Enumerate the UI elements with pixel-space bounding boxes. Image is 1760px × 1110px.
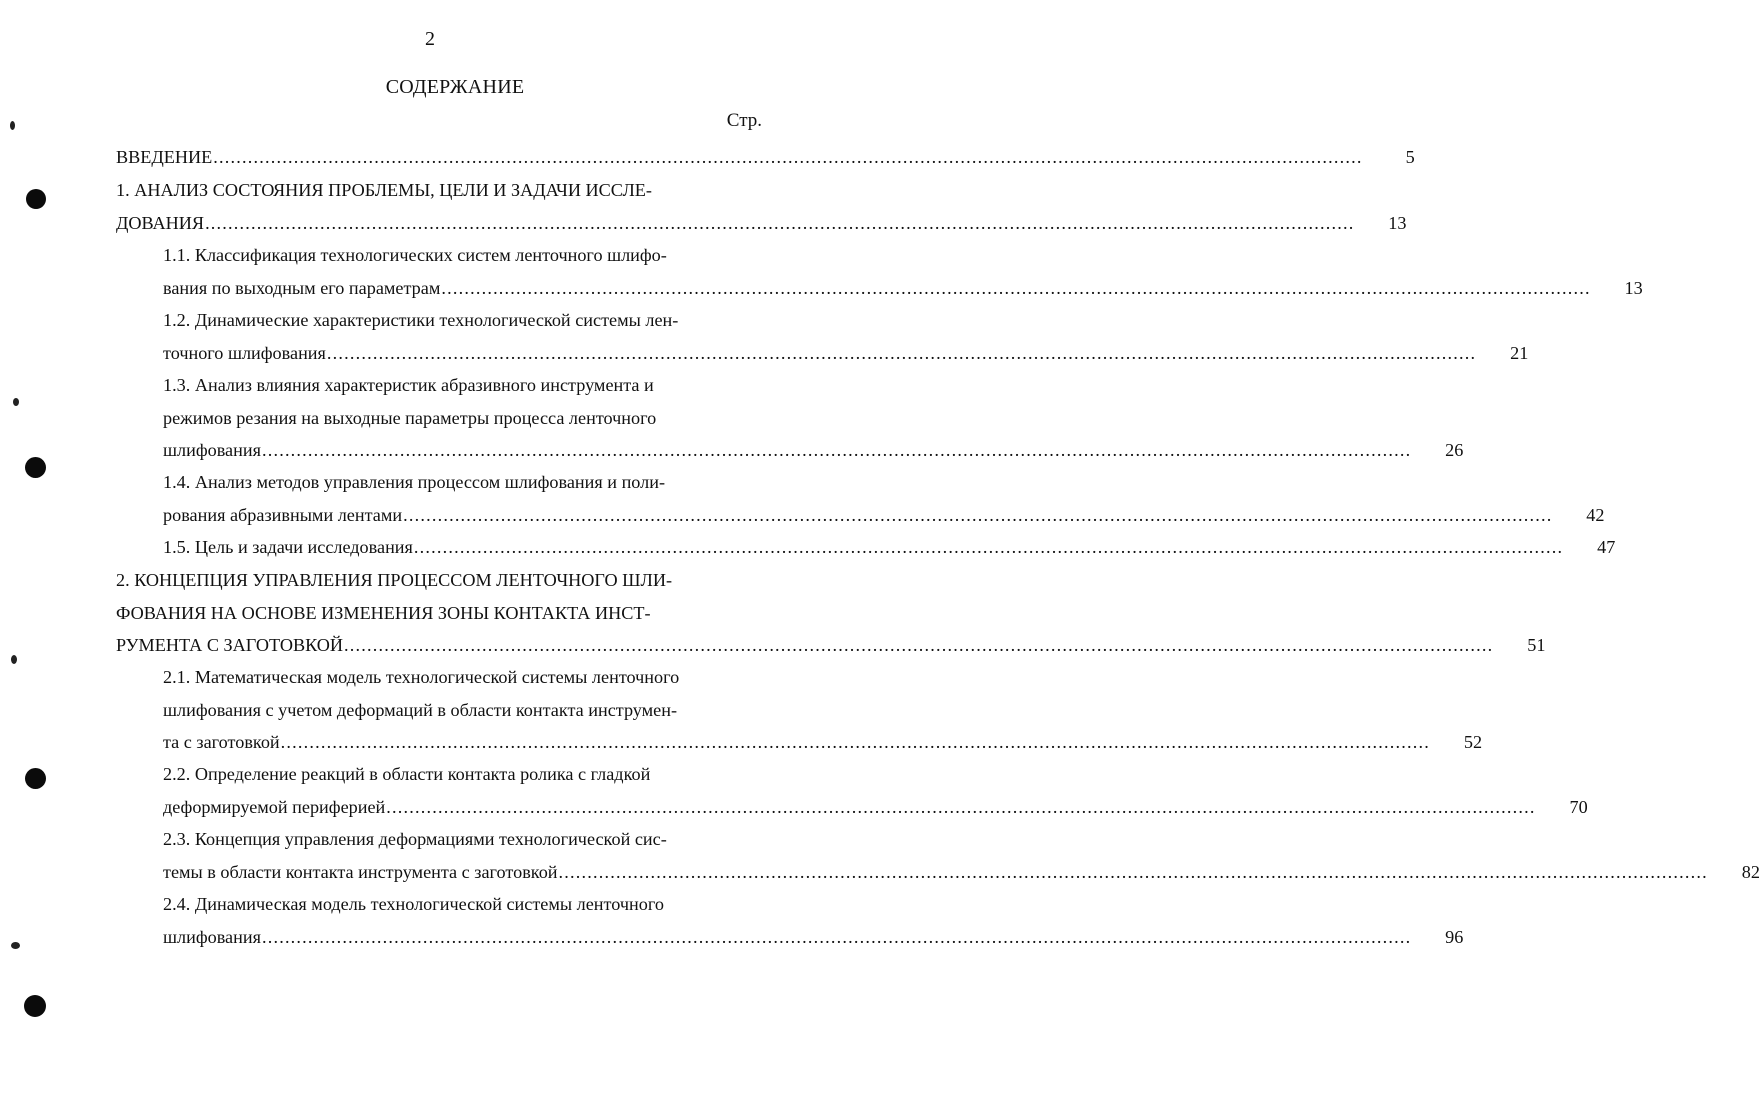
toc-entry-line: ФОВАНИЯ НА ОСНОВЕ ИЗМЕНЕНИЯ ЗОНЫ КОНТАКТА ИНСТ- [116,602,651,623]
toc-page-ref: 70 [1569,796,1588,817]
toc-page-ref: 96 [1445,926,1464,947]
toc-entry-line: 1.1. Классификация технологических систем ленточного шлифо- [163,245,667,265]
toc-entry-line: 1.4. Анализ методов управления процессом шлифования и поли- [163,472,666,492]
toc-entry-title: темы в области контакта инструмента с заготовкой [163,861,558,882]
toc-entry-2-4 [163,888,1464,953]
toc-entry-line: 2.4. Динамическая модель технологической системы ленточного [163,894,664,914]
scan-speck [13,398,19,406]
toc-entry-last-line [163,337,1529,370]
toc-page-ref: 13 [1388,212,1407,233]
toc-entry-last-line [163,531,1616,564]
toc-entry-1-4 [163,466,1605,531]
toc-entry-line: 2.2. Определение реакций в области контакта ролика с гладкой [163,764,651,784]
toc-entry-title: рования абразивными лентами [163,504,403,525]
toc-leader-dots: ........................................................................................................................................................................................................ [326,342,1477,363]
toc-entry-last-line [163,272,1643,305]
toc-page-ref: 51 [1527,635,1546,655]
toc-entry-title: РУМЕНТА С ЗАГОТОВКОЙ [116,635,344,655]
toc-page-ref: 42 [1586,504,1605,525]
toc-entry-last-line [163,921,1464,954]
toc-entry-line: 2.1. Математическая модель технологической системы ленточного [163,667,680,687]
toc-entry-last-line [163,434,1464,467]
toc-leader-dots: ........................................................................................................................................................................................................ [386,796,1536,817]
toc-leader-dots: ........................................................................................................................................................................................................ [213,147,1363,167]
toc-entry-line: 2.3. Концепция управления деформациями технологической сис- [163,829,667,849]
toc-entry-2-3 [163,823,1760,888]
scan-speck [10,121,15,130]
toc-entry-line: 1.3. Анализ влияния характеристик абразивного инструмента и [163,375,654,395]
punch-hole [24,995,46,1017]
toc-leader-dots: ........................................................................................................................................................................................................ [403,504,1553,525]
toc-page-ref: 52 [1463,732,1483,752]
toc-leader-dots: ........................................................................................................................................................................................................ [280,732,1431,752]
toc-page-ref: 26 [1445,440,1464,460]
toc-page-ref: 47 [1597,537,1616,557]
toc-entry-1-2 [163,304,1529,369]
toc-entry-line: шлифования с учетом деформаций в области контакта инструмен- [163,699,678,720]
toc-entry-title: шлифования [163,926,261,947]
toc-leader-dots: ........................................................................................................................................................................................................ [441,277,1591,298]
page-number: 2 [425,28,435,50]
toc-leader-dots: ........................................................................................................................................................................................................ [558,861,1708,882]
toc-entry-1-1 [163,239,1643,304]
toc-entry-chapter-1 [116,174,1407,239]
toc-entry-2-2 [163,758,1588,823]
toc-entry-last-line [116,141,1415,174]
toc-entry-chapter-2 [116,564,1546,662]
toc-entry-title: ДОВАНИЯ [116,212,205,233]
toc-entry-line: 1.2. Динамические характеристики технологической системы лен- [163,310,679,330]
toc-page-ref: 5 [1405,147,1415,167]
toc-entry-last-line [163,791,1588,824]
toc-entry-last-line [163,856,1760,889]
toc-entry-last-line [116,629,1546,662]
toc-entry-last-line [116,207,1407,240]
toc-entry-1-3 [163,369,1464,467]
toc-page-ref: 21 [1510,342,1529,363]
toc-entry-introduction [116,141,1415,174]
toc-entry-title: ВВЕДЕНИЕ [116,147,213,167]
toc-title: СОДЕРЖАНИЕ [385,76,525,98]
toc-entry-last-line [163,499,1605,532]
toc-page-ref: 82 [1741,861,1760,882]
toc-entry-line: 1. АНАЛИЗ СОСТОЯНИЯ ПРОБЛЕМЫ, ЦЕЛИ И ЗАДАЧИ ИССЛЕ- [116,180,652,200]
toc-entry-title: точного шлифования [163,342,326,363]
toc-entry-title: вания по выходным его параметрам [163,277,441,298]
toc-entry-title: та с заготовкой [163,732,280,752]
toc-entry-last-line [163,726,1483,759]
toc-leader-dots: ........................................................................................................................................................................................................ [261,440,1412,460]
toc-entry-line: 2. КОНЦЕПЦИЯ УПРАВЛЕНИЯ ПРОЦЕССОМ ЛЕНТОЧНОГО ШЛИ- [116,570,673,590]
toc-page-ref: 13 [1624,277,1643,298]
toc-entry-2-1 [163,661,1483,759]
toc-entry-1-5 [163,531,1616,564]
toc-leader-dots: ........................................................................................................................................................................................................ [205,212,1355,233]
page-column-label: Стр. [726,110,762,131]
punch-hole [25,457,46,478]
toc-entry-title: деформируемой периферией [163,796,386,817]
toc-leader-dots: ........................................................................................................................................................................................................ [261,926,1412,947]
scan-speck [11,942,20,949]
punch-hole [26,189,46,209]
toc-entry-line: режимов резания на выходные параметры процесса ленточного [163,407,657,428]
toc-leader-dots: ........................................................................................................................................................................................................ [413,537,1564,557]
toc-leader-dots: ........................................................................................................................................................................................................ [344,635,1494,655]
toc-entry-title: шлифования [163,440,261,460]
scan-speck [11,655,17,664]
punch-hole [25,768,46,789]
toc-entry-title: 1.5. Цель и задачи исследования [163,537,413,557]
